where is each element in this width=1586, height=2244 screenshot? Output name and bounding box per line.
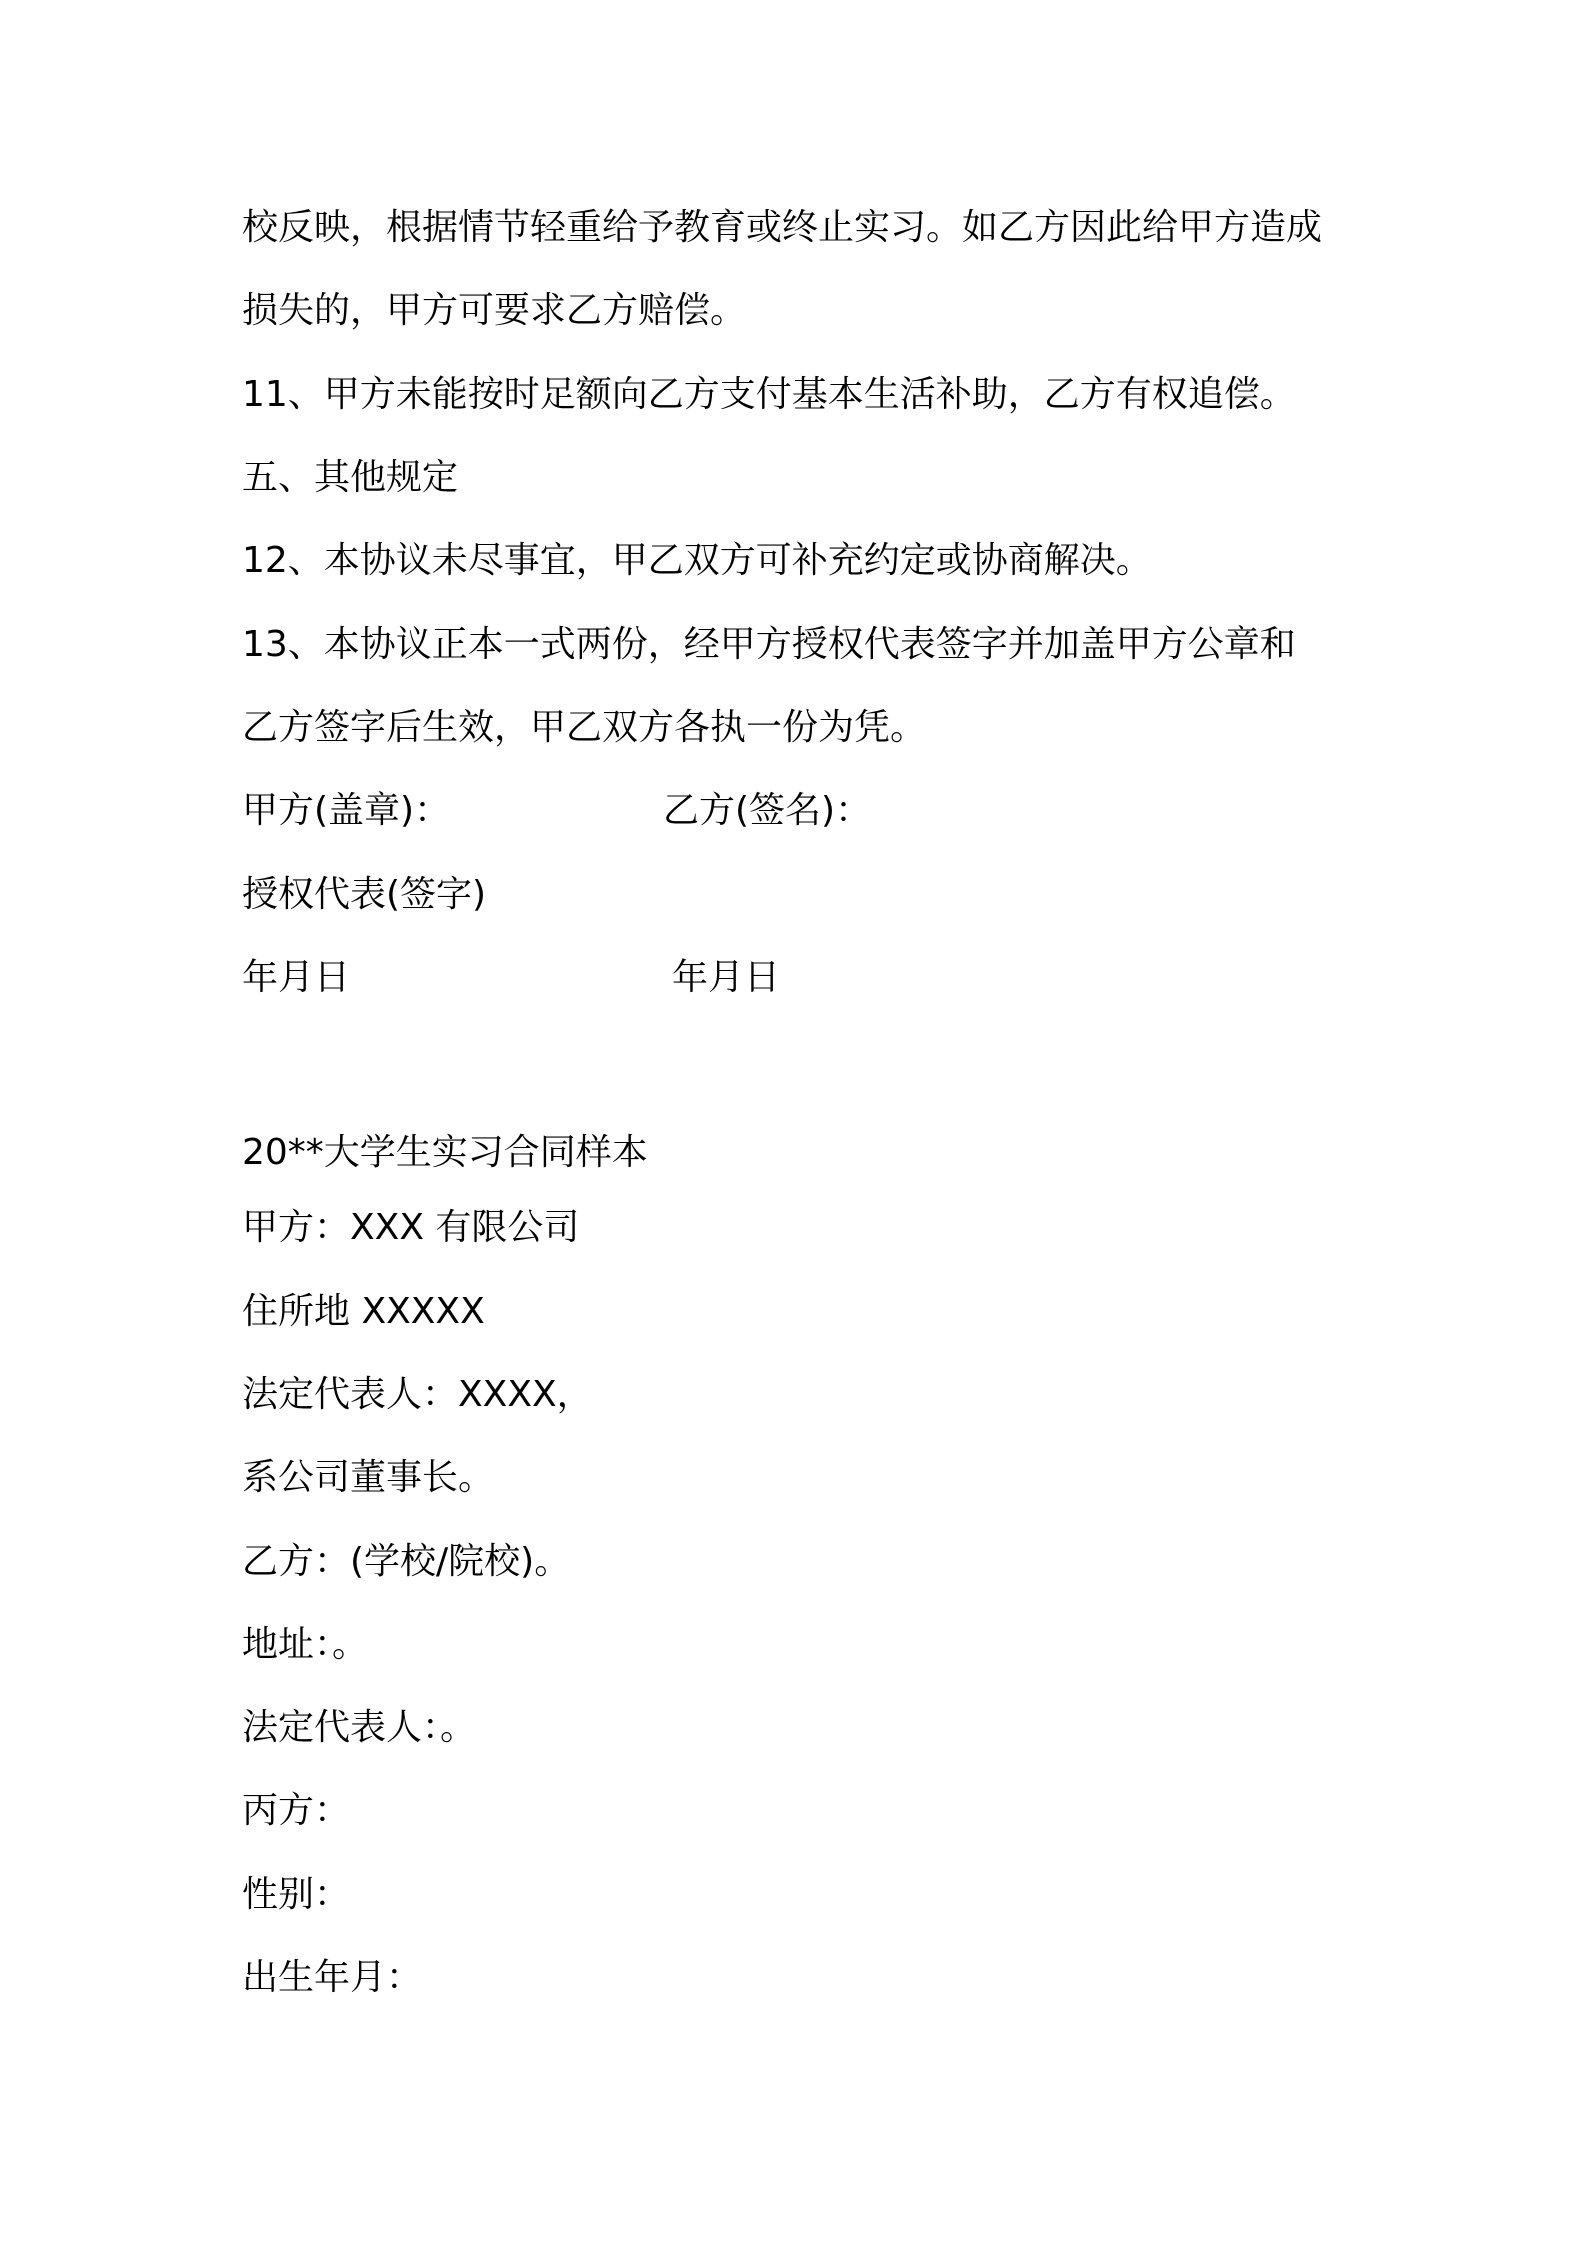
party-a-legal-rep-role: 系公司董事长。: [242, 1457, 495, 1498]
clause-12: 12、本协议未尽事宜，甲乙双方可补充约定或协商解决。: [242, 540, 1152, 581]
birth-date-line: 出生年月：: [242, 1957, 423, 1998]
clause-11: 11、甲方未能按时足额向乙方支付基本生活补助，乙方有权追偿。: [242, 374, 1296, 415]
party-c-line: 丙方：: [242, 1790, 351, 1831]
date-label-party-a: 年月日: [242, 957, 351, 998]
party-a-address: 住所地 XXXXX: [242, 1291, 485, 1332]
party-b-sign-label: 乙方(签名)：: [663, 790, 872, 831]
paragraph-continuation-line-1: 校反映，根据情节轻重给予教育或终止实习。如乙方因此给甲方造成: [242, 207, 1323, 248]
clause-13-line-1: 13、本协议正本一式两份，经甲方授权代表签字并加盖甲方公章和: [242, 624, 1296, 665]
party-b-address: 地址：。: [242, 1624, 369, 1665]
paragraph-continuation-line-2: 损失的，甲方可要求乙方赔偿。: [242, 290, 747, 331]
date-label-party-b: 年月日: [672, 957, 781, 998]
party-a-legal-rep: 法定代表人：XXXX，: [242, 1374, 593, 1415]
party-a-line: 甲方：XXX 有限公司: [242, 1207, 580, 1248]
party-b-legal-rep: 法定代表人：。: [242, 1707, 477, 1748]
section-heading-other-rules: 五、其他规定: [242, 457, 459, 498]
party-b-line: 乙方：(学校/院校)。: [242, 1541, 571, 1582]
contract-title: 20**大学生实习合同样本: [242, 1132, 648, 1173]
gender-line: 性别：: [242, 1874, 351, 1915]
clause-13-line-2: 乙方签字后生效，甲乙双方各执一份为凭。: [242, 707, 927, 748]
authorized-rep-sign-label: 授权代表(签字): [242, 874, 487, 915]
party-a-seal-label: 甲方(盖章)：: [242, 790, 451, 831]
